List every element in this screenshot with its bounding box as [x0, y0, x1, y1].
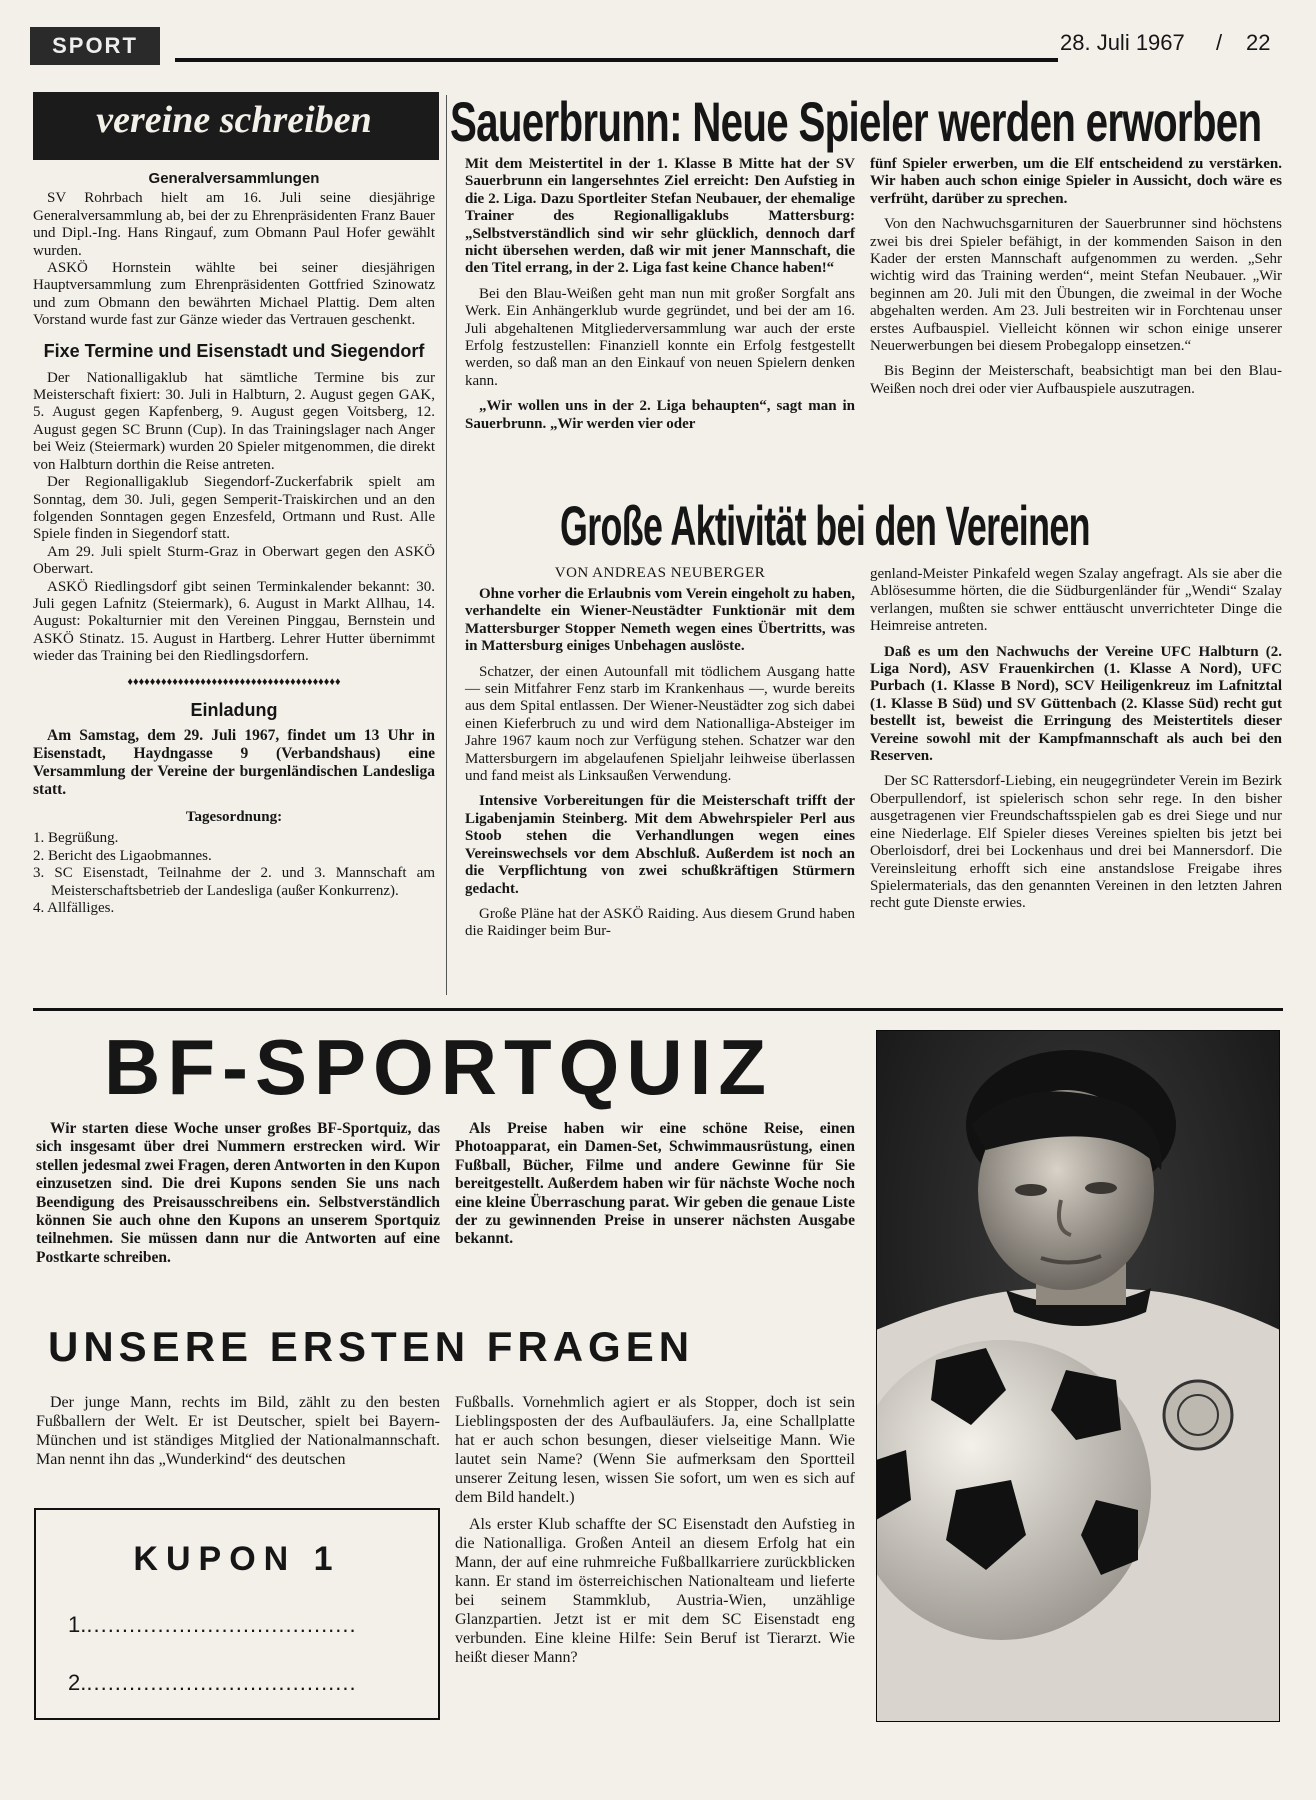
column-separator	[446, 95, 447, 995]
header-rule	[175, 58, 1058, 62]
fragen-col-1-text	[36, 1393, 440, 1477]
kupon-line-1-label: 1.	[68, 1612, 87, 1637]
fixe-p3: Am 29. Juli spielt Sturm-Graz in Oberwart gegen den ASKÖ Oberwart.	[33, 543, 435, 578]
frage-1-continued: Fußballs. Vornehmlich agiert er als Stopper, doch ist sein Lieblingsposten der des Aufbauläufers. Ja, eine Schallplatte hat er auch schon besungen, dieser vielseitige Mann. Wie lautet sein Name? (Wenn Sie aufmerksam den Sportteil unserer Zeitung lesen, wissen Sie sofort, um wen es sich auf dem Bild handelt.)	[455, 1394, 855, 1506]
tagesordnung-item: 4. Allfälliges.	[33, 900, 115, 916]
page-number: 22	[1246, 30, 1271, 55]
sauerbrunn-c2-p1: fünf Spieler erwerben, um die Elf entscheidend zu verstärken. Wir haben auch schon einige Spieler in Aussicht, doch wäre es verfrüht, darüber zu sprechen.	[870, 156, 1282, 207]
fragen-col-2-text	[455, 1393, 855, 1675]
aktivitaet-p3: Intensive Vorbereitungen für die Meisterschaft trifft der Ligabenjamin Steinberg. Mit dem Abwehrspieler Perl aus Stoob stehen die Verhandlungen wegen eines Vereinswechsels vor dem Abschluß. Außerdem ist noch an die Verpflichtung von zwei schußkräftigen Stürmern gedacht.	[465, 793, 855, 897]
vereine-banner-title: vereine schreiben	[96, 99, 372, 141]
tagesordnung-item: 2. Bericht des Ligaobmannes.	[33, 847, 212, 864]
kupon-line-2-label: 2.	[68, 1670, 87, 1695]
player-photo	[876, 1030, 1280, 1722]
fixe-p4: ASKÖ Riedlingsdorf gibt seinen Terminkalender bekannt: 30. Juli gegen Lafnitz (Steiermark), 6. August in Markt Allhau, 14. August: Pokalturnier mit den Vereinen Pinggau, Bernstein und ASKÖ Stinatz. 15. August in Hartberg. Lehrer Hutter übernimmt wieder das Training bei den Riedlingsdorfern.	[33, 578, 435, 665]
kupon-answer-2[interactable]	[68, 1670, 428, 1696]
fixe-title: Fixe Termine und Eisenstadt und Siegendorf	[43, 340, 425, 361]
sauerbrunn-col-1	[465, 156, 855, 441]
quiz-col-2	[455, 1120, 855, 1257]
aktivitaet-p2: Schatzer, der einen Autounfall mit tödlichem Ausgang hatte — sein Mitfahrer Fenz starb im Krankenhaus —, wurde bereits aus dem Spital entlassen. Der Wiener-Neustädter zog sich dabei einen Kieferbruch zu und wird dem Nationalliga-Absteiger im Jahre 1967 kaum noch zur Verfügung stehen. Schatzer war den Mattersburgern im abgelaufenen Spieljahr leihweise überlassen und fand meist als Linksaußen Verwendung.	[465, 663, 855, 785]
header-separator: /	[1216, 30, 1223, 55]
vereine-column	[33, 170, 435, 917]
fixe-p1: Der Nationalligaklub hat sämtliche Termine bis zur Meisterschaft fixiert: 30. Juli in Halbturn, 2. August gegen GAK, 5. August gegen Kapfenberg, 9. August gegen Voitsberg, 12. August gegen SC Brunn (Cup). In das Trainingslager nach Anger bei Weiz (Steiermark) wurden 20 Spieler mitgenommen, die direkt von Halbturn dorthin die Reise antreten.	[33, 369, 435, 473]
sauerbrunn-p2: Bei den Blau-Weißen geht man nun mit großer Sorgfalt ans Werk. Ein Anhängerklub wurde gegründet, und bei der am 16. Juli abgehaltenen Mitgliederversammlung war auch der erste Erfolg festzustellen: Finanziell konnte ein Erfolg festgestellt werden, so daß man an den Einkauf von neuen Spielern denken kann.	[465, 285, 855, 389]
aktivitaet-c2-p3: Der SC Rattersdorf-Liebing, ein neugegründeter Verein im Bezirk Oberpullendorf, ist spielerisch schon sehr rege. In den bisher ausgetragenen vier Freundschaftsspielen gab es drei Siege und nur eine Niederlage. Elf Spieler dieses Vereines spielten bis jetzt bei Oberloisdorf, drei bei Lockenhaus und drei bei Mannersdorf. Die Vereinsleitung erhofft sich eine anstandslose Freigabe ihres Spielermaterials, das den genannten Vereinen in den letzten Jahren recht gute Dienste erwies.	[870, 773, 1282, 912]
gv-text: SV Rohrbach hielt am 16. Juli seine diesjährige Generalversammlung ab, bei der zu Ehrenpräsidenten Franz Bauer und Dipl.-Ing. Hans Ringauf, zum Obmann Paul Hofer gewählt wurden.	[33, 190, 435, 259]
quiz-p2: Als Preise haben wir eine schöne Reise, einen Photoapparat, ein Damen-Set, Schwimmausrüstung, einen Fußball, Bücher, Filme und andere Gewinne für Sie bereitgestellt. Außerdem haben wir für nächste Woche noch eine kleine Überraschung parat. Wir geben die genaue Liste der zu gewinnenden Preise in unserer nächsten Ausgabe bekannt.	[455, 1120, 855, 1248]
tagesordnung-item: 1. Begrüßung.	[33, 830, 119, 847]
gv-text-2: ASKÖ Hornstein wählte bei seiner diesjährigen Hauptversammlung zum Ehrenpräsidenten Gottfried Szinowatz und zum Obmann den bewährten Michael Plattig. Dem alten Vorstand wurde fast zur Gänze wieder das Vertrauen geschenkt.	[33, 260, 435, 329]
aktivitaet-col-1	[465, 586, 855, 949]
quiz-col-1	[36, 1120, 440, 1275]
kupon-line-1-dots: ......................................	[86, 1612, 357, 1637]
kupon-line-2-dots: ......................................	[86, 1670, 357, 1695]
sauerbrunn-p3: „Wir wollen uns in der 2. Liga behaupten“, sagt man in Sauerbrunn. „Wir werden vier oder	[465, 398, 855, 432]
section-label: SPORT	[30, 27, 160, 65]
sauerbrunn-c2-p3: Bis Beginn der Meisterschaft, beabsichtigt man bei den Blau-Weißen noch drei oder vier Aufbauspiele auszutragen.	[870, 363, 1282, 397]
aktivitaet-lead: Ohne vorher die Erlaubnis vom Verein eingeholt zu haben, verhandelte ein Wiener-Neustädter Funktionär mit dem Mattersburger Stopper Nemeth wegen eines Übertritts, was in Mattersburg einiges Unbehagen auslöste.	[465, 586, 855, 655]
aktivitaet-col-2	[870, 566, 1282, 921]
tagesordnung-item: 3. SC Eisenstadt, Teilnahme der 2. und 3. Mannschaft am Meisterschaftsbetrieb der Landesliga (außer Konkurrenz).	[33, 865, 435, 899]
aktivitaet-c2-p1: genland-Meister Pinkafeld wegen Szalay angefragt. Als sie aber die Ablösesumme hörten, die die Südburgenländer für „Wendi“ Szalay verlangen, mußten sie schwer enttäuscht unverrichteter Dinge die Heimreise antreten.	[870, 566, 1282, 635]
quiz-p1: Wir starten diese Woche unser großes BF-Sportquiz, das sich insgesamt über drei Nummern erstrecken wird. Wir stellen jedesmal zwei Fragen, deren Antworten in den Kupon einzusetzen sind. Die drei Kupons senden Sie uns nach Beendigung des Preisausschreibens ein. Selbstverständlich können Sie auch ohne den Kupons an unserem Sportquiz teilnehmen. Sie müssen dann nur die Antworten auf eine Postkarte schreiben.	[36, 1120, 440, 1266]
einladung-text: Am Samstag, dem 29. Juli 1967, findet um 13 Uhr in Eisenstadt, Haydngasse 9 (Verbandshaus) eine Versammlung der Vereine der burgenländischen Landesliga statt.	[33, 726, 435, 798]
fragen-headline: UNSERE ERSTEN FRAGEN	[48, 1323, 695, 1370]
sauerbrunn-lead: Mit dem Meistertitel in der 1. Klasse B Mitte hat der SV Sauerbrunn ein langersehntes Ziel erreicht: Den Aufstieg in die 2. Liga. Dazu Sportleiter Stefan Neubauer, der ehemalige Trainer des Regionalligaklubs Mattersburg: „Selbstverständlich sind wir sehr glücklich, dennoch darf nicht übersehen werden, daß wir mit jener Mannschaft, die den Titel errang, in der 2. Liga fast keine Chance haben!“	[465, 156, 855, 277]
diamond-divider: ♦♦♦♦♦♦♦♦♦♦♦♦♦♦♦♦♦♦♦♦♦♦♦♦♦♦♦♦♦♦♦♦♦♦♦♦♦♦	[127, 675, 341, 688]
gv-title: Generalversammlungen	[148, 170, 320, 187]
issue-date: 28. Juli 1967	[1060, 30, 1185, 55]
fixe-p2: Der Regionalligaklub Siegendorf-Zuckerfabrik spielt am Sonntag, dem 30. Juli, gegen Semperit-Traiskirchen und an den folgenden Sonntagen gegen Enzesfeld, Ortmann und Rust. Alle Spiele finden in Siegendorf statt.	[33, 474, 435, 543]
quiz-headline: BF-SPORTQUIZ	[104, 1023, 773, 1111]
aktivitaet-headline: Große Aktivität bei den Vereinen	[560, 494, 1090, 557]
aktivitaet-c2-p2: Daß es um den Nachwuchs der Vereine UFC Halbturn (2. Liga Nord), ASV Frauenkirchen (1. Klasse A Nord), UFC Purbach (1. Klasse B Nord), SCV Heiligenkreuz im Lafnitztal (1. Klasse B Süd) und SV Güttenbach (2. Klasse Süd) recht gut bestellt ist, beweist die Erringung des Meistertitels dieser Vereine sowohl mit der Kampfmannschaft als auch bei den Reserven.	[870, 643, 1282, 765]
player-photo-illustration	[876, 1030, 1280, 1722]
aktivitaet-byline: VON ANDREAS NEUBERGER	[554, 565, 766, 581]
kupon-answer-1[interactable]	[68, 1612, 428, 1638]
kupon-title: KUPON 1	[133, 1540, 341, 1578]
einladung-title: Einladung	[190, 699, 278, 720]
sauerbrunn-headline: Sauerbrunn: Neue Spieler werden erworben	[450, 90, 1262, 153]
tagesordnung-list	[33, 830, 435, 917]
sauerbrunn-c2-p2: Von den Nachwuchsgarnituren der Sauerbrunner sind höchstens zwei bis drei Spieler befähigt, in der kommenden Saison in den Kader der ersten Mannschaft aufgenommen zu werden. „Sehr wichtig wird das Training werden“, meint Stefan Neubauer. „Wir beginnen am 20. Juli mit den Übungen, die zweimal in der Woche abgehalten werden. Am 23. Juli bestreiten wir in Forchtenau unser erstes Aufbauspiel. Vielleicht können wir schon einige unserer Neuerwerbungen bei diesem Probegalopp einsetzen.“	[870, 216, 1282, 355]
aktivitaet-p4: Große Pläne hat der ASKÖ Raiding. Aus diesem Grund haben die Raidinger beim Bur-	[465, 905, 855, 940]
tagesordnung-title: Tagesordnung:	[185, 808, 283, 825]
frage-1: Der junge Mann, rechts im Bild, zählt zu den besten Fußballern der Welt. Er ist Deutscher, spielt bei Bayern-München und ist ständiges Mitglied der Nationalmannschaft. Man nennt ihn das „Wunderkind“ des deutschen	[36, 1394, 440, 1468]
quiz-top-rule	[33, 1008, 1283, 1011]
frage-2: Als erster Klub schaffte der SC Eisenstadt den Aufstieg in die Nationalliga. Großen Anteil an diesem Erfolg hat ein Mann, der auf eine ruhmreiche Fußballkarriere zurückblicken kann. Er stand im österreichischen Nationalteam und lieferte bei seinem Stammklub, Austria-Wien, unzählige Glanzpartien. Jetzt ist er mit dem SC Eisenstadt eng verbunden. Eine kleine Hilfe: Sein Beruf ist Tierarzt. Wie heißt dieser Mann?	[455, 1516, 855, 1666]
sauerbrunn-col-2	[870, 156, 1282, 406]
